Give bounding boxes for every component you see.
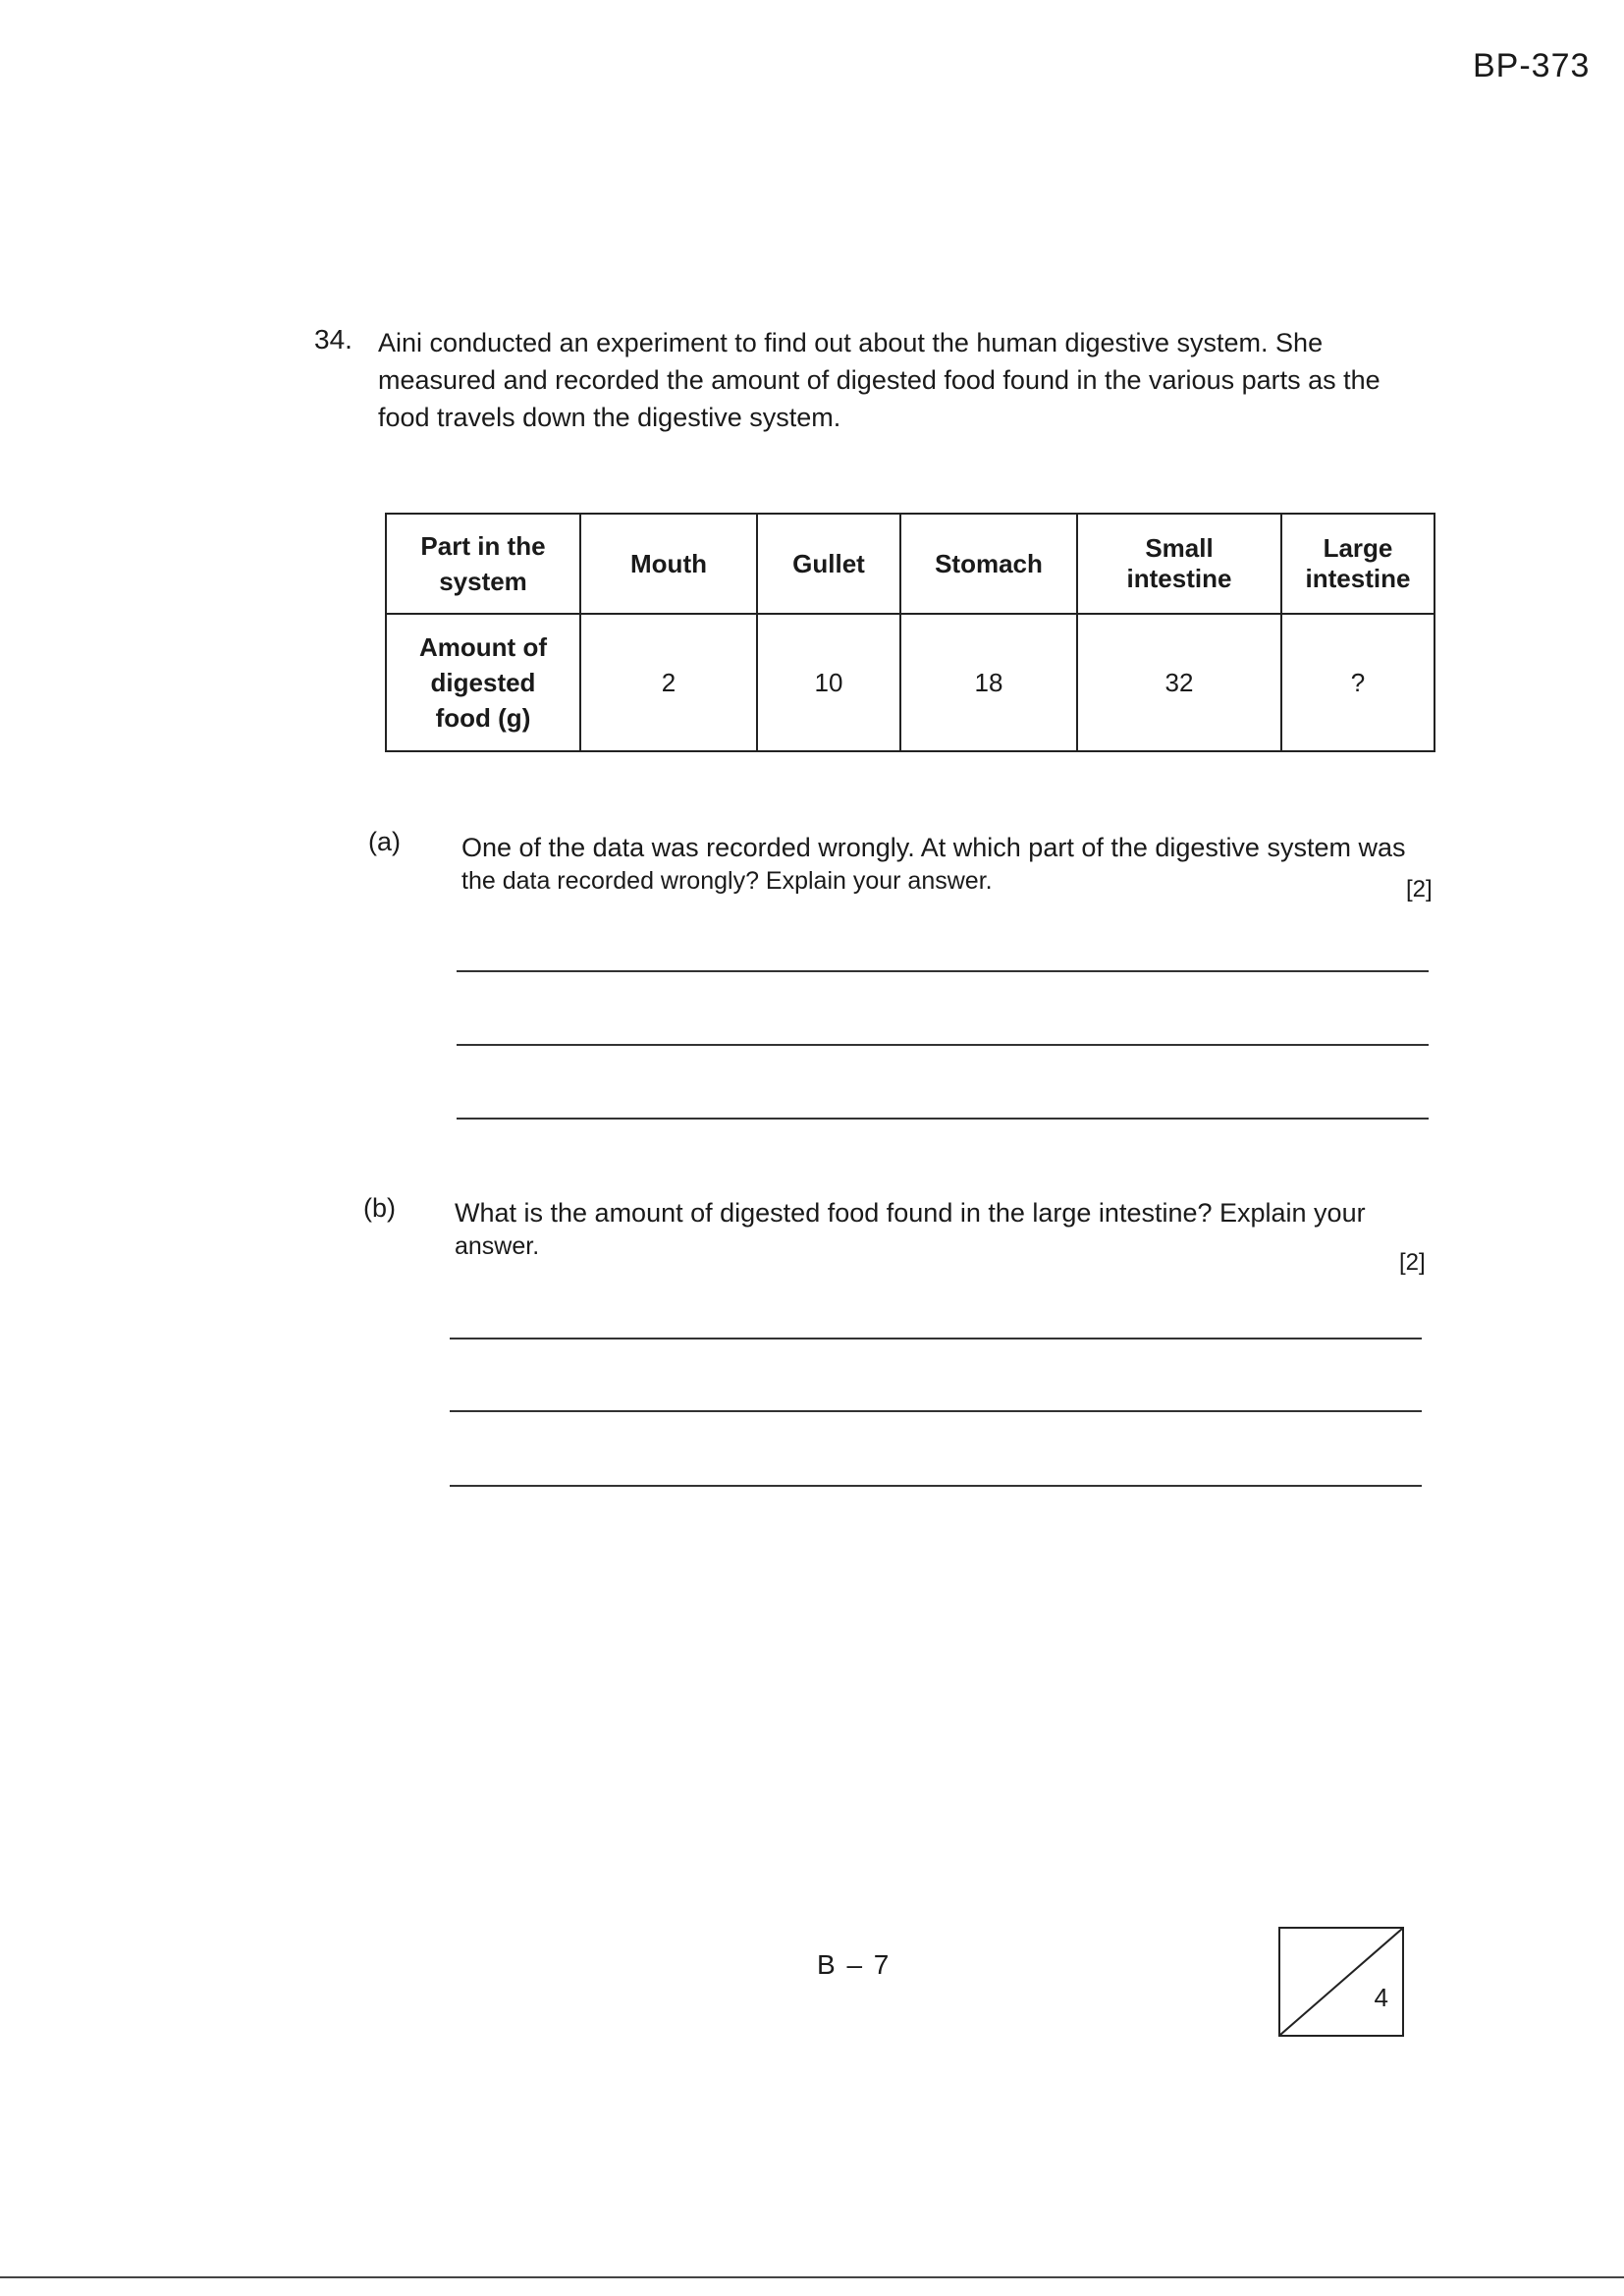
part-a-question bbox=[461, 831, 1443, 898]
question-number: 34. bbox=[314, 324, 352, 355]
part-a-marks: [2] bbox=[1406, 876, 1433, 902]
score-box bbox=[1278, 1927, 1404, 2037]
header-cell-stomach bbox=[900, 514, 1077, 614]
part-a-answer-line[interactable] bbox=[457, 1118, 1429, 1120]
value-cell-small-intestine: 32 bbox=[1077, 614, 1281, 751]
score-box-diagonal bbox=[1280, 1929, 1402, 2035]
part-b-answer-line[interactable] bbox=[450, 1410, 1422, 1412]
part-name: Mouth bbox=[630, 548, 707, 578]
page-code: B – 7 bbox=[817, 1949, 892, 1980]
part-b-answer-line[interactable] bbox=[450, 1485, 1422, 1487]
document-id: BP-373 bbox=[1473, 47, 1591, 84]
value-label-line: food (g) bbox=[435, 703, 531, 733]
header-cell-gullet bbox=[757, 514, 900, 614]
score-total: 4 bbox=[1374, 1983, 1388, 2012]
part-name: Stomach bbox=[935, 548, 1043, 578]
table-value-row bbox=[386, 614, 1435, 751]
part-b-answer-line[interactable] bbox=[450, 1338, 1422, 1339]
value-cell-stomach: 18 bbox=[900, 614, 1077, 751]
part-a-line: One of the data was recorded wrongly. At which part of the digestive system was bbox=[461, 833, 1406, 862]
intro-line: Aini conducted an experiment to find out about the human digestive system. She bbox=[378, 328, 1324, 357]
value-cell-large-intestine: ? bbox=[1281, 614, 1435, 751]
header-cell-mouth bbox=[580, 514, 757, 614]
part-name: intestine bbox=[1126, 564, 1232, 593]
intro-line: measured and recorded the amount of digested food found in the various parts as the bbox=[378, 365, 1380, 395]
header-label-cell bbox=[386, 514, 580, 614]
part-a-answer-line[interactable] bbox=[457, 970, 1429, 972]
part-name: Gullet bbox=[792, 548, 865, 578]
digestion-data-table bbox=[385, 513, 1435, 752]
part-b-question bbox=[455, 1196, 1436, 1263]
value-label-line: Amount of bbox=[419, 632, 547, 662]
part-b-line: What is the amount of digested food found in the large intestine? Explain your bbox=[455, 1198, 1366, 1228]
header-label-line: system bbox=[439, 567, 527, 596]
header-cell-small-intestine bbox=[1077, 514, 1281, 614]
part-b-line: answer. bbox=[455, 1232, 540, 1260]
value-label-cell bbox=[386, 614, 580, 751]
header-label-line: Part in the bbox=[420, 531, 546, 561]
part-b-label: (b) bbox=[363, 1193, 396, 1223]
value-label-line: digested bbox=[430, 668, 536, 697]
part-name: Large bbox=[1323, 533, 1393, 563]
part-a-answer-line[interactable] bbox=[457, 1044, 1429, 1046]
intro-line: food travels down the digestive system. bbox=[378, 403, 841, 432]
page-bottom-rule bbox=[0, 2276, 1624, 2278]
part-name: Small bbox=[1145, 533, 1214, 563]
header-cell-large-intestine bbox=[1281, 514, 1435, 614]
value-cell-mouth: 2 bbox=[580, 614, 757, 751]
part-a-line: the data recorded wrongly? Explain your answer. bbox=[461, 867, 993, 895]
part-b-marks: [2] bbox=[1399, 1249, 1426, 1276]
value-cell-gullet: 10 bbox=[757, 614, 900, 751]
part-a-label: (a) bbox=[368, 827, 401, 856]
table-header-row bbox=[386, 514, 1435, 614]
part-name: intestine bbox=[1305, 564, 1411, 593]
question-intro bbox=[378, 324, 1399, 436]
